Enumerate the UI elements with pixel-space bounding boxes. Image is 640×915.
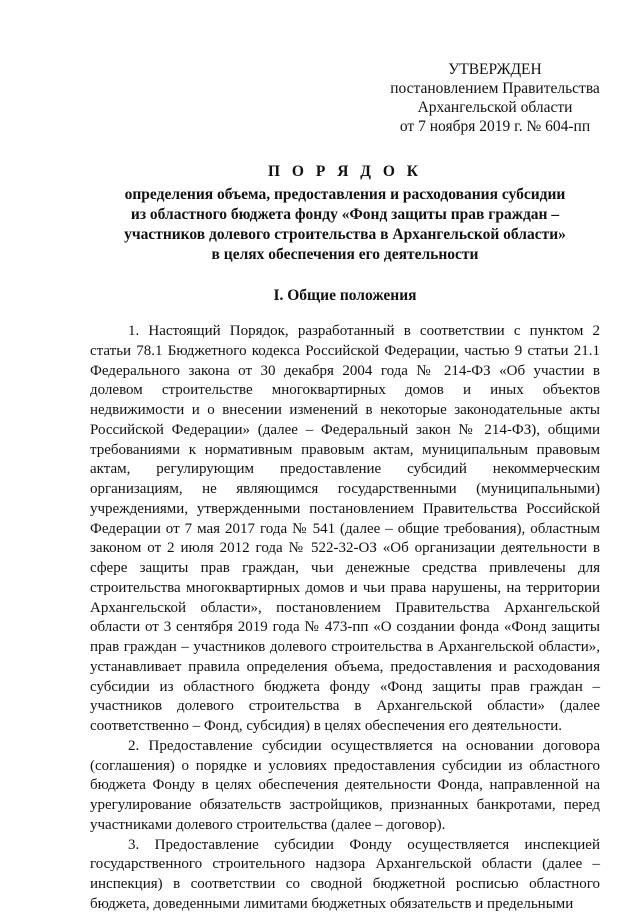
document-title (90, 162, 600, 265)
paragraph-3: 3. Предоставление субсидии Фонду осуществляется инспекцией государственного строительного надзора Архангельской области (далее – инспекция) в соответствии со сводной бюджетной росписью областного бюджета, доведенными лимитами бюджетных обязательств и предельными (90, 836, 600, 912)
section-heading: I. Общие положения (273, 287, 417, 304)
title-line-2: из областного бюджета фонду «Фонд защиты прав граждан – (130, 206, 560, 223)
title-line-1: определения объема, предоставления и расходования субсидии (124, 186, 566, 203)
approval-stamp (380, 60, 610, 136)
approval-line-approved: УТВЕРЖДЕН (448, 61, 542, 78)
title-line-4: в целях обеспечения его деятельности (211, 246, 479, 263)
approval-line-date: от 7 ноября 2019 г. № 604-пп (399, 118, 591, 135)
paragraph-2: 2. Предоставление субсидии осуществляется на основании договора (соглашения) о порядке и условиях предоставления субсидии из областного бюджета Фонду в целях обеспечения деятельности Фонда, направленной на урегулирование обязательств застройщиков, признанных банкротами, перед участниками долевого строительства (далее – договор). (90, 737, 600, 833)
title-heading: П О Р Я Д О К (268, 163, 422, 180)
paragraph-1: 1. Настоящий Порядок, разработанный в соответствии с пунктом 2 статьи 78.1 Бюджетного кодекса Российской Федерации, частью 9 статьи 21.1 Федерального закона от 30 декабря 2004 года № 214-ФЗ «Об участии в долевом строительстве многоквартирных домов и иных объектов недвижимости и о внесении изменений в некоторые законодательные акты Российской Федерации» (далее – Федеральный закон № 214-ФЗ), общими требованиями к нормативным правовым актам, муниципальным правовым актам, регулирующим предоставление субсидий некоммерческим организациям, не являющимся государственными (муниципальными) учреждениями, утвержденными постановлением Правительства Российской Федерации от 7 мая 2017 года № 541 (далее – общие требования), областным законом от 2 июля 2012 года № 522-32-ОЗ «Об организации деятельности в сфере защиты прав граждан, чьи денежные средства привлечены для строительства многоквартирных домов и чьи права нарушены, на территории Архангельской области», постановлением Правительства Архангельской области от 3 сентября 2019 года № 473-пп «О создании фонда «Фонд защиты прав граждан – участников долевого строительства в Архангельской области», устанавливает правила определения объема, предоставления и расходования субсидии из областного бюджета фонду «Фонд защиты прав граждан – участников долевого строительства в Архангельской области» (далее соответственно – Фонд, субсидия) в целях обеспечения его деятельности. (90, 323, 600, 734)
title-line-3: участников долевого строительства в Архангельской области» (124, 226, 566, 243)
document-body (90, 322, 600, 915)
approval-line-decree: постановлением Правительства (390, 80, 600, 97)
approval-line-region: Архангельской области (417, 99, 573, 116)
